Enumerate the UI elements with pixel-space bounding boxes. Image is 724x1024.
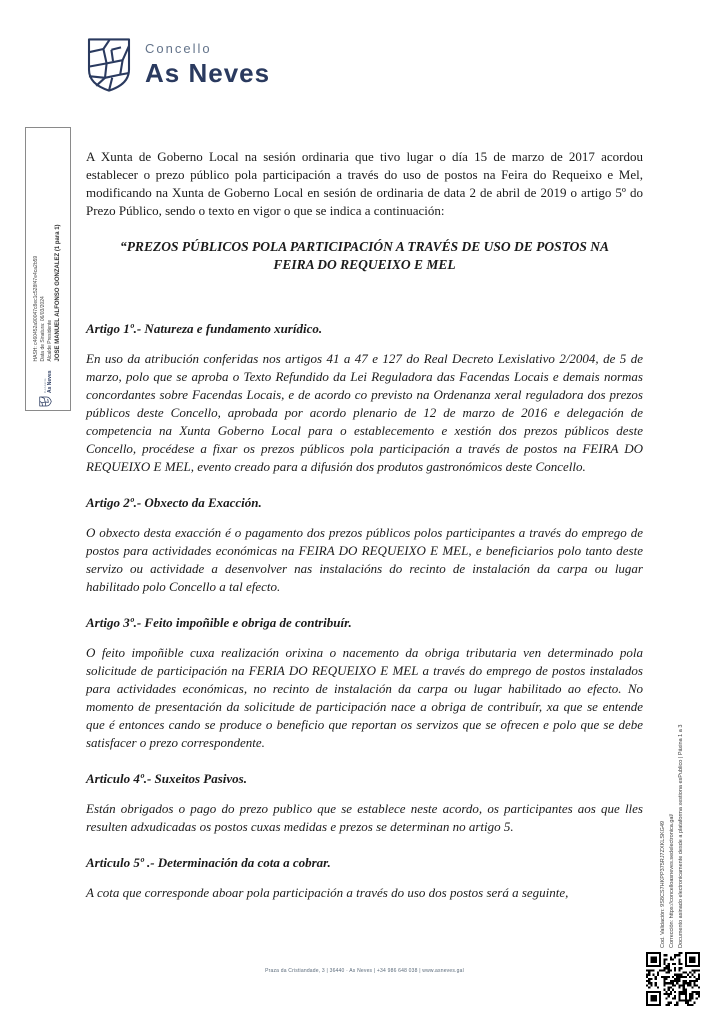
validation-platform-line: Documento asinado electronicamente desde a plataforma xestiona esPublico | Páxina 1 a 3 — [678, 724, 684, 948]
stamp-mini-logo — [39, 370, 57, 407]
signature-hash: HASH: c460452a90047c8ec1c528f47e4ca2b59 — [33, 255, 39, 362]
signature-stamp-rotated — [29, 131, 67, 407]
concello-as-neves-logo — [85, 36, 270, 94]
article-2-body: O obxecto desta exacción é o pagamento dos prezos públicos polos participantes a través do emprego de postos para actividades económicas na FEIRA DO REQUEIXO E MEL, e beneficiarios polo tanto deste servizo ou actividade a desenvolver nas instalacións do recinto de instalación da carpa ou lugar habilitado polo Concello a tal efecto. — [86, 525, 643, 594]
signature-date: Data de Sinatura: 06/03/2024 — [40, 296, 46, 362]
article-3-body: O feito impoñible cuxa realización orixina o nacemento da obriga tributaria ven determinado pola solicitude de participación na FERIA DO REQUEIXO E MEL a través do emprego de postos instalados para actividades económicas, no recinto de instalación da carpa ou lugar habilitado ao efecto. No momento de presentación da solicitude de participación nace a obriga de contribuír, xa que se entende que é entonces cando se produce o beneficio que reportan os servizos que se ofrecen e polo que se debe satisfacer o prezo correspondente. — [86, 645, 643, 750]
article-5-body: A cota que corresponde aboar pola participación a través do uso dos postos será a seguinte, — [86, 885, 569, 900]
qr-code — [646, 952, 700, 1006]
document-body — [86, 148, 643, 920]
signature-stamp-box — [25, 127, 71, 411]
stamp-shield-icon — [39, 396, 57, 407]
document-title: “PREZOS PÚBLICOS POLA PARTICIPACIÓN A TRAVÉS DE USO DE POSTOS NA FEIRA DO REQUEIXO E MEL — [119, 239, 610, 272]
article-1-heading: Artigo 1º.- Natureza e fundamento xurídico. — [86, 321, 323, 336]
stamp-logo-concello: Concello — [43, 378, 47, 393]
article-5-heading: Articulo 5º .- Determinación da cota a cobrar. — [86, 855, 331, 870]
footer-address: Praza da Cristiandade, 3 | 36440 · As Neves | +34 986 648 038 | www.asneves.gal — [265, 968, 464, 974]
validation-stamp-rotated — [659, 618, 687, 948]
intro-paragraph: A Xunta de Goberno Local na sesión ordinaria que tivo lugar o día 15 de marzo de 2017 acordou establecer o prezo público pola participación a través do uso de postos na Feira do Requeixo e Mel, modificando na Xunta de Goberno Local en sesión de ordinaria de data 2 de abril de 2019 o artigo 5º do Prezo Público, sendo o texto en vigor o que se indica a continuación: — [86, 149, 643, 218]
article-3-heading: Artigo 3º.- Feito impoñible e obriga de contribuír. — [86, 615, 352, 630]
signer-name: JOSE MANUEL ALFONSO GONZALEZ (1 para 1) — [55, 224, 61, 362]
article-2-heading: Artigo 2º.- Obxecto da Exacción. — [86, 495, 262, 510]
article-4-heading: Articulo 4º.- Suxeitos Pasivos. — [86, 771, 247, 786]
validation-code-line: Cod. Validación: 9S8CS7HKPP375RJ7ZXKLSKG49 — [660, 820, 666, 948]
logo-name-label: As Neves — [145, 58, 271, 88]
logo-concello-label: Concello — [145, 41, 212, 56]
article-4-body: Están obrigados o pago do prezo publico que se establece neste acordo, os participantes aos que lles resulten adxudicadas os postos cuxas medidas e prezos se determinan no artigo 5. — [86, 801, 643, 834]
validation-url-line: Corrección: https://concelloasneves.sedelectronica.gal/ — [669, 813, 675, 948]
signer-role: Alcalde Presidente — [47, 319, 53, 362]
article-1-body: En uso da atribución conferidas nos artigos 41 a 47 e 127 do Real Decreto Lexislativo 2/2004, de 5 de marzo, polo que se aproba o Texto Refundido da Lei Reguladora das Facendas Locais e demais normas concordantes sobre Facendas Locais, e de acordo co previsto na Ordenanza xeral reguladora dos prezos públicos deste Concello, aprobada por acordo plenario de 12 de marzo de 2016 e delegación de competencia na Xunta Goberno Local para o establecemento e xestión dos prezos públicos deste Concello, procédese a fixar os prezos públicos pola participación a través de postos na FEIRA DO REQUEIXO E MEL, evento creado para a difusión dos produtos gastronómicos deste Concello. — [86, 351, 643, 474]
shield-logo-icon — [85, 36, 133, 94]
stamp-logo-name: As Neves — [47, 370, 53, 393]
